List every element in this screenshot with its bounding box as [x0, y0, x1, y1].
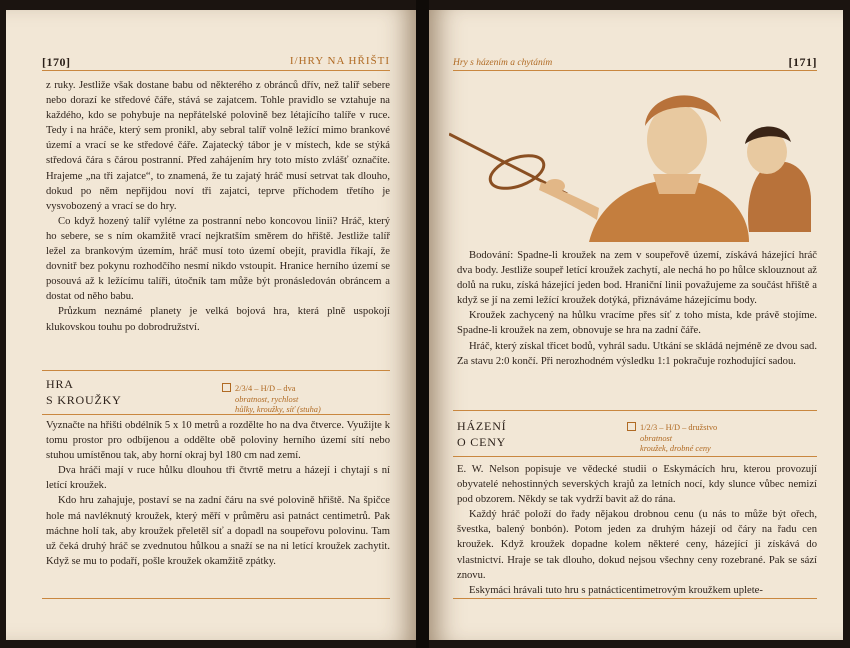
running-title-right: Hry s házením a chytáním — [453, 58, 553, 68]
tag-code: 2/3/4 – H/D – dva — [235, 384, 296, 393]
paragraph: Kdo hru zahajuje, postaví se na zadní čáru na své polovině hřiště. Na špičce hole má navléknutý kroužek, který měří v průměru asi patnáct centimetrů. Pak máchne holí tak, aby kroužek přeletěl síť a dopadl na soupeřovu polovinu. Tam už čeká druhý hráč se zvednutou hůlkou a snaží se na ni letící kroužek zachytit. Když se mu to podaří, pošle kroužek okamžitě zpátky. — [46, 495, 390, 567]
bottom-rule-right — [453, 598, 817, 599]
paragraph: Co když hozený talíř vylétne za postranní nebo koncovou linii? Hráč, který ho sebere, se s ním okamžitě vrací nejkratším směrem do hřiště. Jestliže talíř ležel za brankovým územím, hráč musí toto území obejít, pravidla říkají, že dovnitř bez pokynu rozhodčího nesmí nikdo vstoupit. Hranice herního území se posouvá až k ležícímu talíři, útočník tam může být pronásledován obráncem a dostat od něho babu. — [46, 215, 390, 303]
game-tag-left — [222, 383, 321, 416]
paragraph: z ruky. Jestliže však dostane babu od některého z obránců dřív, než talíř sebere nebo dorazí ke středové čáře, stává se zajatcem. Tohle pravidlo se vztahuje na každého, kdo se pohybuje na nepřátelské polovině bez létajícího talíře v ruce. Tedy i na hráče, který sem pronikl, aby sebral talíř volně ležící mimo brankové území a vrací se ke středové čáře. Zajatecký tábor je v místech, kde se stýká středová čára s čárou postranní. Před zahájením hry toto místo zvlášť označíte. Hrajeme „na tři zajatce“, to znamená, že tu zajatý hráč musí setrvat tak dlouho, dokud po něm nepřijdou noví tři zajatci, teprve příchodem třetího je vysvobozený a vrací se do hry. — [46, 80, 390, 212]
right-section-text — [457, 462, 817, 598]
tag-code: 1/2/3 – H/D – družstvo — [640, 423, 718, 432]
right-page — [429, 10, 843, 640]
section-title-hra-s-krouzky — [46, 376, 122, 408]
paragraph: Bodování: Spadne-li kroužek na zem v soupeřově území, získává házející hráč dva body. Jestliže soupeř letící kroužek zachytí, ale nechá ho po hůlce sklouznout až dolů na ruku, získá házející jeden bod. Hraniční linii považujeme za součást hřiště a když se jí na zemi ležící kroužek dotýká, přiznáváme házejícímu body. — [457, 250, 817, 307]
paragraph: Dva hráči mají v ruce hůlku dlouhou tři čtvrtě metru a házejí i chytají s ní letící kroužek. — [46, 465, 390, 492]
header-rule-left — [42, 70, 390, 71]
running-title-left: I/HRY NA HŘIŠTI — [289, 55, 390, 67]
illustration-boys-with-hoop — [449, 82, 819, 242]
page-number-left: [170] — [42, 55, 71, 69]
bottom-rule-left — [42, 598, 390, 599]
section-title-line: S KROUŽKY — [46, 393, 122, 407]
left-body-text — [46, 78, 390, 335]
section-title-line: HRA — [46, 377, 74, 391]
paragraph: Hráč, který získal třicet bodů, vyhrál sadu. Utkání se skládá nejméně ze dvou sad. Za stavu 2:0 končí. Při nerozhodném výsledku 1:1 pokračuje rozhodující sadou. — [457, 340, 817, 367]
section-title-hazeni-o-ceny — [457, 418, 506, 450]
book-gutter — [416, 0, 429, 648]
section-title-line: HÁZENÍ — [457, 419, 507, 433]
checkbox-icon — [627, 422, 636, 431]
paragraph: Kroužek zachycený na hůlku vracíme přes síť z toho místa, kde právě stojíme. Spadne-li kroužek na zem, obnovuje se hra na zadní čáře. — [457, 310, 817, 337]
game-tag-right — [627, 422, 717, 455]
section-title-line: O CENY — [457, 435, 507, 449]
paragraph: E. W. Nelson popisuje ve vědecké studii o Eskymácích hru, kterou provozují obyvatelé nehostinných severských krajů za letních nocí, kdy slunce vůbec nemizí pod obzorem. Někdy se tak vydrží bavit až do rána. — [457, 464, 817, 506]
section-rule-top — [453, 410, 817, 411]
paragraph: Každý hráč položí do řady nějakou drobnou cenu (u nás to může být ořech, švestka, balený bonbón). Potom jeden za druhým házejí od čáry na řadu cen kroužek. Když kroužek dopadne kolem některé ceny, házející ji získává do vlastnictví. Hraje se tak dlouho, dokud nejsou všechny ceny rozebrané. Pak se sází znovu. — [457, 509, 817, 581]
page-number-right: [171] — [788, 55, 817, 69]
left-page — [6, 10, 416, 640]
checkbox-icon — [222, 383, 231, 392]
right-body-text — [457, 248, 817, 369]
header-rule-right — [453, 70, 817, 71]
section-rule-top — [42, 370, 390, 371]
tag-equipment: kroužek, drobné ceny — [640, 444, 711, 453]
paragraph: Vyznačte na hřišti obdélník 5 x 10 metrů a rozdělte ho na dva čtverce. Využijte k tomu prostor pro odbíjenou a oddělte obě poloviny herního území sítí nebo stuhou umístěnou tak, aby horní okraj byl 180 cm nad zemí. — [46, 420, 390, 462]
tag-skills: obratnost — [640, 433, 673, 443]
section-rule-bottom — [453, 456, 817, 457]
section-rule-bottom — [42, 414, 390, 415]
tag-equipment: hůlky, kroužky, síť (stuha) — [235, 405, 321, 414]
left-section-text — [46, 418, 390, 569]
tag-skills: obratnost, rychlost — [235, 394, 299, 404]
paragraph: Průzkum neznámé planety je velká bojová hra, která plně uspokojí klukovskou touhu po dobrodružství. — [46, 306, 390, 333]
paragraph: Eskymáci hrávali tuto hru s patnácticentimetrovým kroužkem uplete- — [469, 584, 763, 596]
